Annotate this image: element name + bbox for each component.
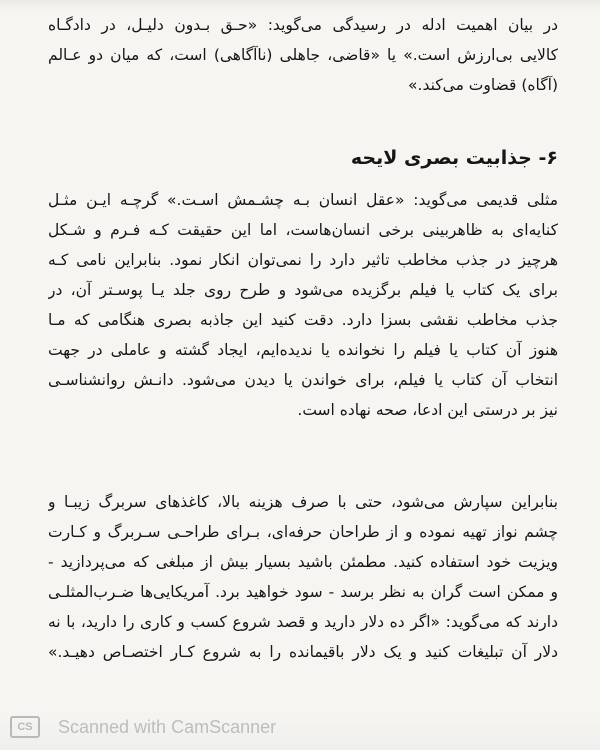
text-line: دارند که می‌گوید: «اگر ده دلار دارید و قصد شروع کسب و کاری را دارید، با نه: [48, 613, 558, 631]
paragraph-intro: [48, 10, 558, 100]
text-line: هرچیز در جذب مخاطب تاثیر دارد را نمی‌توان انکار نمود. بنابراین نامی کـه: [48, 251, 558, 269]
paragraph-letterhead-advice: [48, 487, 558, 667]
text-line: و ممکن است گران به نظر برسد - سود خواهید برد. آمریکایی‌ها ضـرب‌المثلـی: [48, 583, 558, 601]
text-line: مثلی قدیمی می‌گوید: «عقل انسان بـه چشـمش اسـت.» گرچـه ایـن مثـل: [48, 191, 558, 209]
page-top-edge: [0, 0, 600, 10]
text-line: نیز بر درستی این ادعا، صحه نهاده است.: [297, 401, 558, 419]
watermark-label: Scanned with CamScanner: [58, 717, 277, 737]
scanner-watermark: [0, 712, 600, 750]
text-line: ویزیت خود استفاده کنید. مطمئن باشید بسیار بیش از مبلغی که می‌پردازید -: [48, 553, 558, 571]
camscanner-logo-icon: CS: [10, 716, 40, 738]
text-line: بنابراین سپارش می‌شود، حتی با صرف هزینه بالا، کاغذهای سربرگ زیبـا و: [48, 493, 558, 511]
text-line: کالایی بی‌ارزش است.» یا «قاضی، جاهلی (ناآگاهی) است، که میان دو عـالم: [48, 46, 558, 64]
text-line: جذب مخاطب نقشی بسزا دارد. دقت کنید این جاذبه بصری هنگامی که مـا: [48, 311, 558, 329]
text-line: دلار آن تبلیغات کنید و یک دلار باقیمانده را به شروع کـار اختصـاص دهیـد.»: [48, 643, 558, 661]
paragraph-visual-appeal: [48, 185, 558, 425]
section-heading: ۶- جذابیت بصری لایحه: [350, 147, 558, 169]
text-line: کنایه‌ای به ظاهربینی برخی انسان‌هاست، اما این حقیقت کـه فـرم و شـکل: [48, 221, 558, 239]
text-line: انتخاب آن کتاب یا فیلم، برای خواندن یا دیدن می‌شود. دانـش روانشناسـی: [48, 371, 558, 389]
text-line: (آگاه) قضاوت می‌کند.»: [408, 76, 558, 94]
text-line: برای یک کتاب یا فیلم برگزیده می‌شود و طرح روی جلد یـا پوسـتر آن، در: [48, 281, 558, 299]
text-line: در بیان اهمیت ادله در رسیدگی می‌گوید: «حـق بـدون دلیـل، در دادگـاه: [48, 16, 558, 34]
text-line: هنوز آن کتاب یا فیلم را نخوانده یا ندیده‌ایم، ایجاد گشته و عاملی در جهت: [48, 341, 558, 359]
text-line: چشم نواز تهیه نموده و از طراحان حرفه‌ای، بـرای طراحـی سـربرگ و کـارت: [48, 523, 558, 541]
